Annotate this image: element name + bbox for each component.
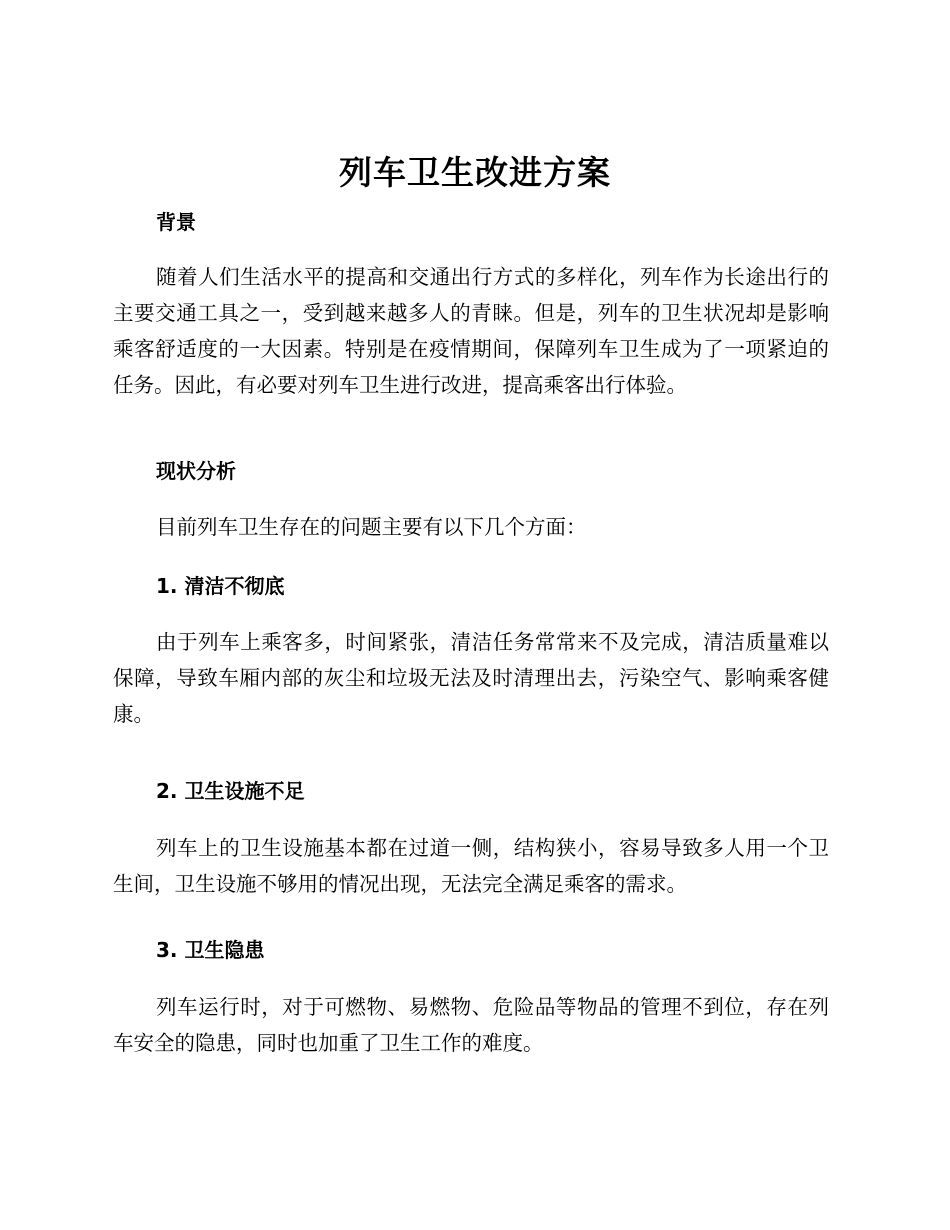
issue-heading-2: 2. 卫生设施不足 [156,779,305,803]
paragraph-issue-1: 由于列车上乘客多，时间紧张，清洁任务常常来不及完成，清洁质量难以保障，导致车厢内部的灰尘和垃圾无法及时清理出去，污染空气、影响乘客健康。 [113,630,829,726]
document-title: 列车卫生改进方案 [339,153,611,192]
section-heading-background: 背景 [156,210,196,234]
paragraph-analysis-intro: 目前列车卫生存在的问题主要有以下几个方面： [156,515,587,539]
issue-heading-1: 1. 清洁不彻底 [156,574,285,598]
section-heading-analysis: 现状分析 [156,459,236,483]
paragraph-background: 随着人们生活水平的提高和交通出行方式的多样化，列车作为长途出行的主要交通工具之一，受到越来越多人的青睐。但是，列车的卫生状况却是影响乘客舒适度的一大因素。特别是在疫情期间，保障列车卫生成为了一项紧迫的任务。因此，有必要对列车卫生进行改进，提高乘客出行体验。 [113,265,829,397]
paragraph-issue-2: 列车上的卫生设施基本都在过道一侧，结构狭小，容易导致多人用一个卫生间，卫生设施不够用的情况出现，无法完全满足乘客的需求。 [113,836,829,896]
issue-heading-3: 3. 卫生隐患 [156,938,265,962]
paragraph-issue-3: 列车运行时，对于可燃物、易燃物、危险品等物品的管理不到位，存在列车安全的隐患，同时也加重了卫生工作的难度。 [113,995,829,1055]
